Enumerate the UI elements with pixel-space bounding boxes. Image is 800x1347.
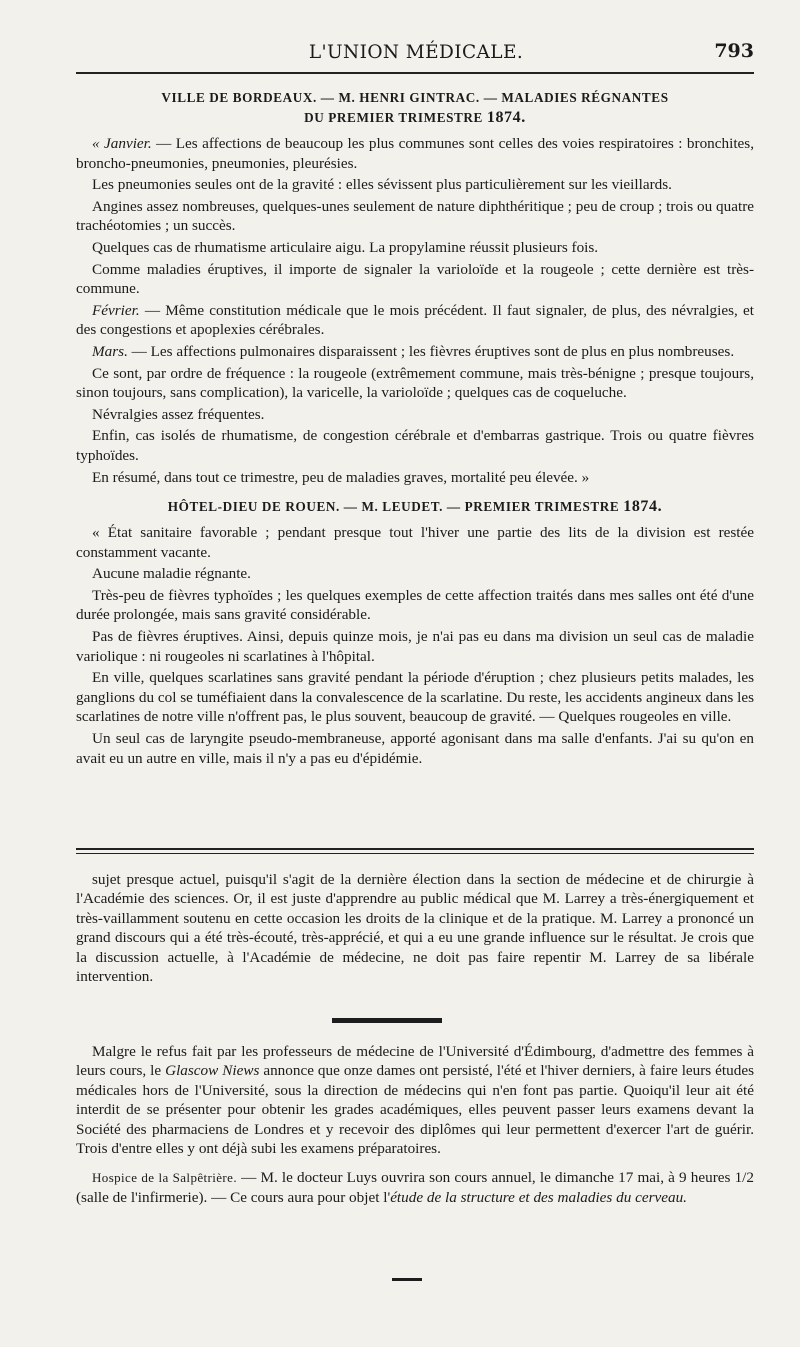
month-label: Février.	[92, 301, 140, 319]
heading-line-1: VILLE DE BORDEAUX. — M. HENRI GINTRAC. — MALADIES RÉGNANTES	[161, 90, 669, 105]
page-number: 793	[714, 40, 754, 62]
section-rule-thin	[76, 853, 754, 854]
paragraph: Angines assez nombreuses, quelques-unes seulement de nature diphthéritique ; peu de croup ; trois ou quatre trachéotomies ; un succès.	[76, 197, 754, 235]
paragraph: Malgre le refus fait par les professeurs de médecine de l'Université d'Édimbourg, d'admettre des femmes à leurs cours, le Glascow Niews annonce que onze dames ont persisté, l'été et l'hiver derniers, à faire leurs études médicales hors de l'Université, sous la direction de médecins qui n'en font pas partie. Quoiqu'il leur ait été interdit de se présenter pour obtenir les grades académiques, elles peuvent passer leurs examens devant la Société des pharmaciens de Londres et y recevoir des diplômes qui leur permettent d'exercer l'art de guérir. Trois d'entre elles y ont déjà subi les examens préparatoires.	[76, 1043, 754, 1158]
paragraph: Mars. — Les affections pulmonaires disparaissent ; les fièvres éruptives sont de plus en plus nombreuses.	[92, 342, 735, 360]
header-rule	[76, 72, 754, 74]
heading-line: HÔTEL-DIEU DE ROUEN. — M. LEUDET. — PREMIER TRIMESTRE	[167, 499, 620, 515]
paragraph: En ville, quelques scarlatines sans gravité pendant la période d'éruption ; chez plusieurs petits malades, les ganglions du col se tuméfiaient dans la convalescence de la scarlatine. Du reste, les accidents angineux dans les scarlatines de notre ville n'offrent pas, le plus souvent, beaucoup de gravité. — Quelques rougeoles en ville.	[76, 669, 754, 726]
section-heading	[76, 497, 754, 517]
paragraph: Comme maladies éruptives, il importe de signaler la varioloïde et la rougeole ; cette dernière est très-commune.	[76, 260, 754, 298]
journal-title: L'UNION MÉDICALE.	[308, 42, 524, 63]
paragraph: Pas de fièvres éruptives. Ainsi, depuis quinze mois, je n'ai pas eu dans ma division un seul cas de maladie variolique : ni rougeoles ni scarlatines à l'hôpital.	[76, 628, 754, 665]
course-title: étude de la structure et des maladies du cerveau.	[390, 1188, 687, 1206]
section-larrey	[76, 870, 754, 986]
section-edimbourg	[76, 1042, 754, 1207]
section-bordeaux	[76, 88, 754, 770]
paragraph: Hospice de la Salpêtrière. — M. le docteur Luys ouvrira son cours annuel, le dimanche 17 mai, à 9 heures 1/2 (salle de l'infirmerie). — Ce cours aura pour objet l'étude de la structure et des maladies du cerveau.	[76, 1169, 754, 1206]
end-bar	[392, 1278, 422, 1281]
paragraph: sujet presque actuel, puisqu'il s'agit de la dernière élection dans la section de médecine et de chirurgie à l'Académie des sciences. Or, il est juste d'apprendre au public médical que M. Larrey a très-énergiquement et très-vaillamment soutenu en cette occasion les droits de la clinique et de la pratique. M. Larrey a prononcé un grand discours qui a été très-écouté, très-apprécié, et qui a eu une grande influence sur le résultat. Je crois que la discussion actuelle, à l'Académie de médecine, ne doit pas faire repentir M. Larrey de sa libérale intervention.	[76, 871, 754, 986]
paragraph: Aucune maladie régnante.	[92, 565, 251, 583]
heading-year: 1874.	[486, 109, 526, 126]
newspaper-title: Glascow Niews	[165, 1062, 260, 1080]
paragraph: Quelques cas de rhumatisme articulaire aigu. La propylamine réussit plusieurs fois.	[92, 238, 599, 256]
heading-line-2: DU PREMIER TRIMESTRE	[304, 110, 483, 125]
month-label: Mars.	[92, 342, 128, 360]
paragraph: Un seul cas de laryngite pseudo-membraneuse, apporté agonisant dans ma salle d'enfants. J'ai su qu'on en avait eu un autre en ville, mais il n'y a pas eu d'épidémie.	[76, 730, 754, 767]
paragraph: « Janvier. — Les affections de beaucoup les plus communes sont celles des voies respiratoires : bronchites, broncho-pneumonies, pneumonies, pleurésies.	[76, 135, 754, 172]
institution-name: Hospice de la Salpêtrière.	[92, 1170, 237, 1186]
paragraph: En résumé, dans tout ce trimestre, peu de maladies graves, mortalité peu élevée. »	[92, 468, 590, 486]
paragraph: Ce sont, par ordre de fréquence : la rougeole (extrêmement commune, mais très-bénigne ; presque toujours, sinon toujours, sans complication), la varicelle, la varioloïde ; quelques cas de coqueluche.	[76, 364, 754, 402]
page-header	[78, 38, 754, 72]
section-heading	[76, 88, 754, 128]
paragraph: Février. — Même constitution médicale que le mois précédent. Il faut signaler, de plus, des névralgies, et des congestions et apoplexies cérébrales.	[76, 301, 754, 339]
paragraph: Les pneumonies seules ont de la gravité : elles sévissent plus particulièrement sur les vieillards.	[92, 176, 672, 194]
section-rule	[76, 848, 754, 850]
paragraph: « État sanitaire favorable ; pendant presque tout l'hiver une partie des lits de la division est restée constamment vacante.	[76, 524, 754, 561]
month-label: « Janvier.	[92, 135, 152, 152]
heading-year: 1874.	[623, 498, 663, 516]
paragraph: Enfin, cas isolés de rhumatisme, de congestion cérébrale et d'embarras gastrique. Trois ou quatre fièvres typhoïdes.	[76, 427, 754, 464]
paragraph: Névralgies assez fréquentes.	[92, 405, 265, 423]
divider-bar	[332, 1018, 442, 1023]
paragraph: Très-peu de fièvres typhoïdes ; les quelques exemples de cette affection traités dans mes salles ont été d'une durée prolongée, mais sans gravité considérable.	[76, 586, 754, 624]
